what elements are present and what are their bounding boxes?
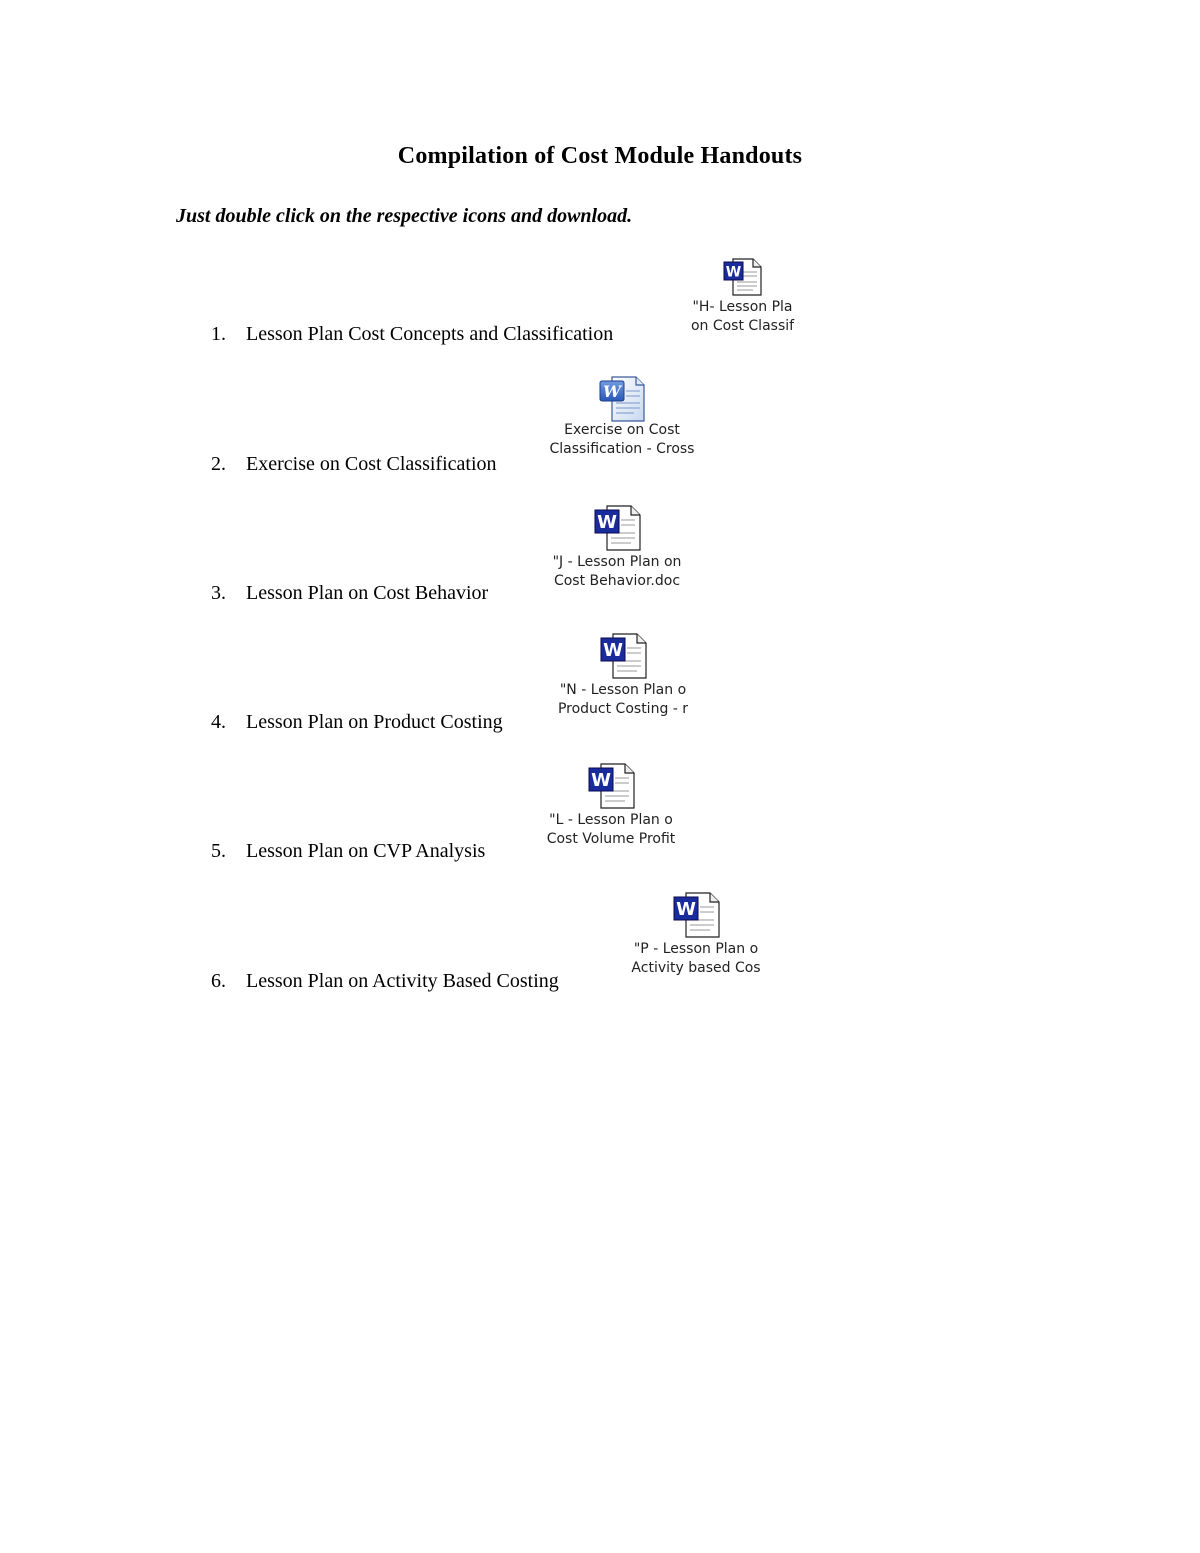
list-item-label: Exercise on Cost Classification bbox=[246, 453, 497, 475]
attachment-caption: "J - Lesson Plan on Cost Behavior.doc bbox=[552, 554, 682, 589]
attachment-lesson-plan-cost-concepts[interactable] bbox=[680, 258, 805, 336]
list-item-number: 3. bbox=[211, 582, 226, 604]
list-item-number: 6. bbox=[211, 970, 226, 992]
list-item-label: Lesson Plan on Cost Behavior bbox=[246, 582, 489, 604]
attachment-caption: "L - Lesson Plan o Cost Volume Profit bbox=[546, 812, 676, 847]
attachment-lesson-plan-cvp-analysis[interactable] bbox=[535, 763, 687, 849]
word-document-icon bbox=[723, 258, 763, 296]
word-document-icon bbox=[599, 633, 647, 679]
attachment-caption: "N - Lesson Plan o Product Costing - r bbox=[557, 682, 689, 717]
svg-text:W: W bbox=[591, 770, 611, 791]
attachment-caption: Exercise on Cost Classification - Cross bbox=[549, 422, 695, 457]
svg-text:W: W bbox=[603, 382, 621, 401]
svg-text:W: W bbox=[725, 264, 741, 281]
word-document-icon bbox=[672, 892, 720, 938]
word-document-icon bbox=[598, 375, 646, 423]
list-item-label: Lesson Plan on Product Costing bbox=[246, 711, 503, 733]
svg-text:W: W bbox=[597, 512, 617, 533]
list-item-number: 2. bbox=[211, 453, 226, 475]
list-item-label: Lesson Plan on Activity Based Costing bbox=[246, 970, 559, 992]
attachment-caption: "H- Lesson Pla on Cost Classif bbox=[690, 299, 795, 334]
instructions-text: Just double click on the respective icons and download. bbox=[176, 205, 633, 227]
attachment-lesson-plan-activity-based-costing[interactable] bbox=[620, 892, 772, 978]
list-item-number: 4. bbox=[211, 711, 226, 733]
list-item-label: Lesson Plan on CVP Analysis bbox=[246, 840, 486, 862]
svg-text:W: W bbox=[603, 640, 623, 661]
list-item-number: 5. bbox=[211, 840, 226, 862]
attachment-caption: "P - Lesson Plan o Activity based Cos bbox=[631, 941, 761, 976]
attachment-lesson-plan-product-costing[interactable] bbox=[548, 633, 698, 719]
attachment-lesson-plan-cost-behavior[interactable] bbox=[543, 505, 691, 591]
svg-text:W: W bbox=[676, 899, 696, 920]
list-item-label: Lesson Plan Cost Concepts and Classification bbox=[246, 323, 614, 345]
word-document-icon bbox=[587, 763, 635, 809]
word-document-icon bbox=[593, 505, 641, 551]
list-item-number: 1. bbox=[211, 323, 226, 345]
page-title: Compilation of Cost Module Handouts bbox=[397, 143, 803, 169]
attachment-exercise-cost-classification[interactable] bbox=[546, 375, 698, 459]
